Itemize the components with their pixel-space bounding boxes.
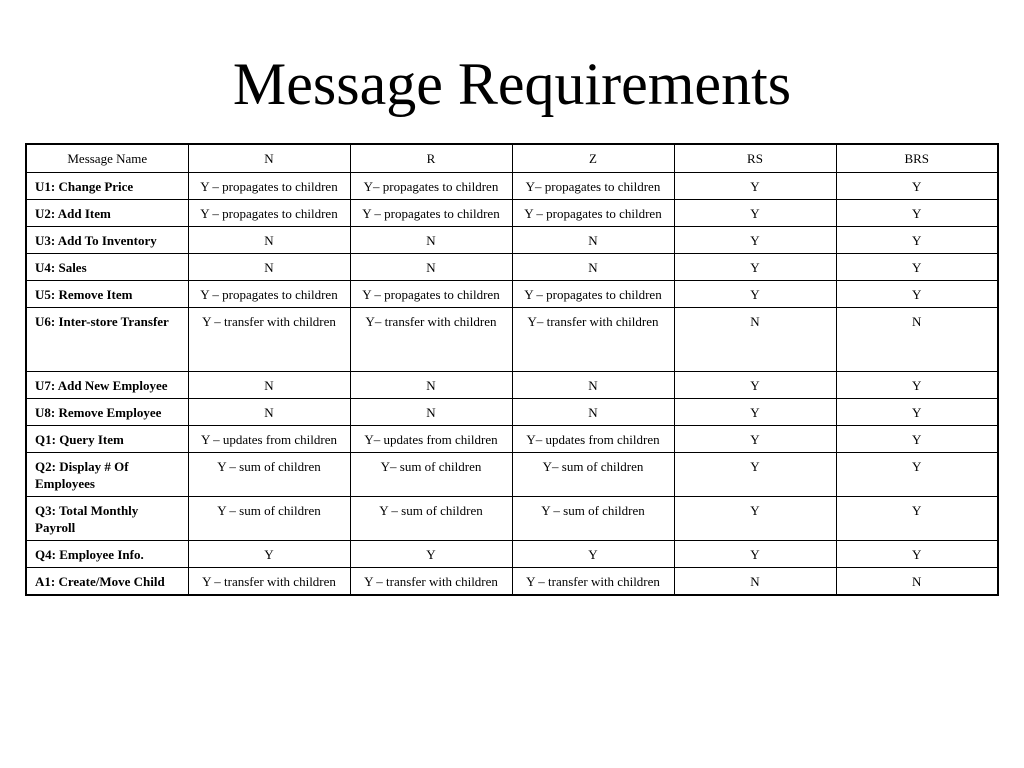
- table-cell: N: [512, 254, 674, 281]
- header-z: Z: [512, 144, 674, 173]
- table-row: [26, 541, 998, 568]
- message-name-cell: U8: Remove Employee: [26, 399, 188, 426]
- table-cell: Y: [836, 497, 998, 541]
- table-cell: N: [350, 227, 512, 254]
- table-cell: Y: [512, 541, 674, 568]
- table-cell: N: [512, 227, 674, 254]
- table-cell: Y: [836, 254, 998, 281]
- table-cell: N: [350, 372, 512, 399]
- table-cell: Y – transfer with children: [188, 308, 350, 372]
- table-cell: Y: [674, 497, 836, 541]
- table-cell: Y – propagates to children: [350, 281, 512, 308]
- table-cell: Y– updates from children: [512, 426, 674, 453]
- table-cell: N: [188, 399, 350, 426]
- table-row: [26, 497, 998, 541]
- table-cell: N: [188, 254, 350, 281]
- table-cell: Y– transfer with children: [512, 308, 674, 372]
- header-message-name: Message Name: [26, 144, 188, 173]
- table-cell: Y – propagates to children: [512, 281, 674, 308]
- table-cell: Y – updates from children: [188, 426, 350, 453]
- table-cell: Y: [836, 281, 998, 308]
- table-row: [26, 426, 998, 453]
- table-cell: N: [350, 399, 512, 426]
- table-cell: Y: [674, 227, 836, 254]
- table-cell: Y– transfer with children: [350, 308, 512, 372]
- table-cell: N: [836, 308, 998, 372]
- table-cell: Y: [188, 541, 350, 568]
- table-cell: Y: [836, 227, 998, 254]
- table-cell: Y – propagates to children: [350, 200, 512, 227]
- table-cell: Y: [674, 173, 836, 200]
- table-cell: Y: [836, 426, 998, 453]
- table-cell: Y: [350, 541, 512, 568]
- message-name-cell: U6: Inter-store Transfer: [26, 308, 188, 372]
- table-cell: Y– sum of children: [512, 453, 674, 497]
- table-row: [26, 227, 998, 254]
- table-cell: Y – sum of children: [188, 497, 350, 541]
- table-cell: Y – sum of children: [350, 497, 512, 541]
- message-name-cell: U1: Change Price: [26, 173, 188, 200]
- table-cell: N: [188, 372, 350, 399]
- table-cell: Y – transfer with children: [188, 568, 350, 596]
- table-cell: Y: [836, 453, 998, 497]
- table-row: [26, 254, 998, 281]
- table-cell: Y: [674, 541, 836, 568]
- header-r: R: [350, 144, 512, 173]
- table-cell: Y– updates from children: [350, 426, 512, 453]
- table-cell: N: [512, 399, 674, 426]
- table-row: [26, 453, 998, 497]
- message-name-cell: U3: Add To Inventory: [26, 227, 188, 254]
- table-cell: Y – transfer with children: [512, 568, 674, 596]
- table-cell: N: [512, 372, 674, 399]
- table-cell: Y – propagates to children: [188, 281, 350, 308]
- table-cell: N: [674, 308, 836, 372]
- header-rs: RS: [674, 144, 836, 173]
- message-name-cell: Q3: Total Monthly Payroll: [26, 497, 188, 541]
- table-cell: Y – transfer with children: [350, 568, 512, 596]
- table-cell: Y– sum of children: [350, 453, 512, 497]
- message-name-cell: U2: Add Item: [26, 200, 188, 227]
- message-requirements-table: [25, 143, 999, 596]
- table-header-row: [26, 144, 998, 173]
- message-name-cell: U5: Remove Item: [26, 281, 188, 308]
- message-name-cell: U4: Sales: [26, 254, 188, 281]
- table-row: [26, 372, 998, 399]
- table-cell: Y: [836, 200, 998, 227]
- table-cell: Y – propagates to children: [188, 200, 350, 227]
- message-name-cell: Q2: Display # Of Employees: [26, 453, 188, 497]
- slide-title: Message Requirements: [232, 51, 792, 117]
- table-cell: Y – sum of children: [188, 453, 350, 497]
- table-row: [26, 173, 998, 200]
- table-cell: N: [350, 254, 512, 281]
- table-cell: Y – propagates to children: [188, 173, 350, 200]
- message-name-cell: Q4: Employee Info.: [26, 541, 188, 568]
- table-cell: Y: [674, 254, 836, 281]
- table-row: [26, 568, 998, 596]
- message-name-cell: U7: Add New Employee: [26, 372, 188, 399]
- table-cell: Y: [836, 173, 998, 200]
- table-row: [26, 399, 998, 426]
- table-cell: Y: [836, 541, 998, 568]
- table-cell: Y: [674, 372, 836, 399]
- table-cell: N: [188, 227, 350, 254]
- table-row: [26, 200, 998, 227]
- table-cell: Y: [674, 426, 836, 453]
- message-name-cell: A1: Create/Move Child: [26, 568, 188, 596]
- header-brs: BRS: [836, 144, 998, 173]
- table-cell: Y – propagates to children: [512, 200, 674, 227]
- table-cell: N: [836, 568, 998, 596]
- table-cell: Y: [674, 281, 836, 308]
- table-cell: Y– propagates to children: [350, 173, 512, 200]
- table-row: [26, 281, 998, 308]
- table-cell: Y: [836, 372, 998, 399]
- table-cell: Y – sum of children: [512, 497, 674, 541]
- table-cell: N: [674, 568, 836, 596]
- table-cell: Y: [674, 200, 836, 227]
- header-n: N: [188, 144, 350, 173]
- message-name-cell: Q1: Query Item: [26, 426, 188, 453]
- table-cell: Y: [674, 453, 836, 497]
- table-cell: Y: [836, 399, 998, 426]
- table-row: [26, 308, 998, 372]
- table-cell: Y– propagates to children: [512, 173, 674, 200]
- table-cell: Y: [674, 399, 836, 426]
